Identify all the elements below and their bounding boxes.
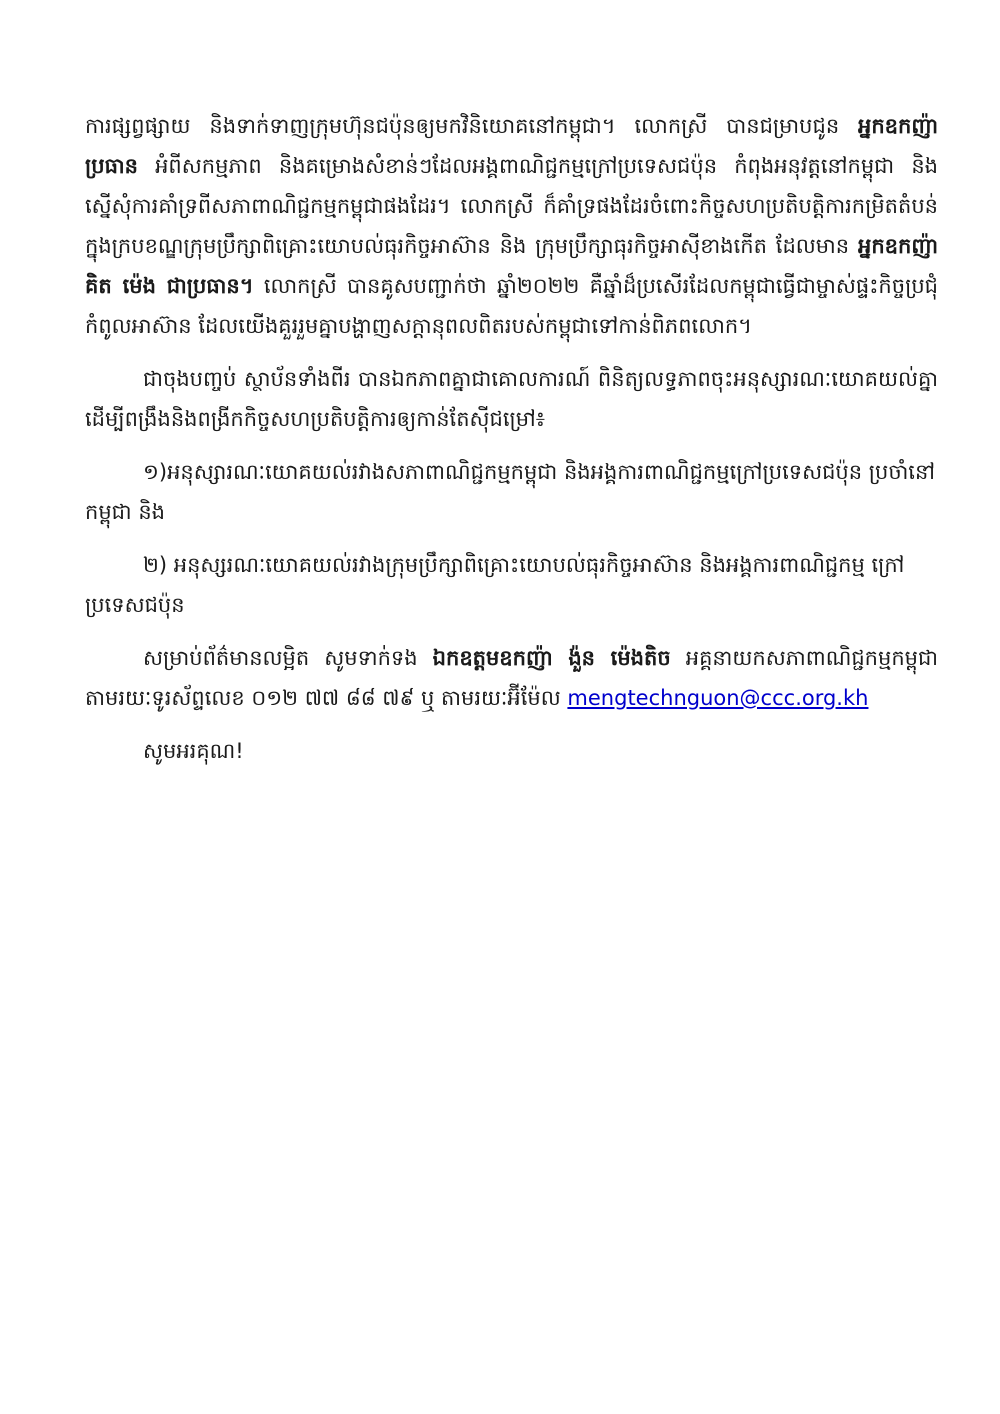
list-item-2	[85, 545, 938, 625]
text-run-bold-kith-meng: អ្នកឧកញ៉ា គិត ម៉េង ជាប្រធាន។	[85, 234, 938, 298]
document-page	[85, 106, 938, 784]
text-run: សូមអរគុណ!	[143, 739, 244, 763]
paragraph-conclusion	[85, 359, 938, 439]
text-run: ២) អនុស្សរណៈយោគយល់រវាងក្រុមប្រឹក្សាពិគ្រោះយោបល់ធុរកិច្ចអាស៊ាន និងអង្គការពាណិជ្ជកម្ម ក្រៅប្រទេសជប៉ុន	[85, 553, 905, 617]
paragraph-activities	[85, 106, 938, 346]
text-run: អគ្គនាយកសភាពាណិជ្ជកម្មកម្ពុជា តាមរយៈទូរស័ព្ទលេខ ០១២ ៧៧ ៨៨ ៧៩ ឬ តាមរយៈអ៊ីម៉ែល	[85, 646, 938, 710]
email-link[interactable]: mengtechnguon@ccc.org.kh	[567, 686, 869, 710]
text-run: សម្រាប់ព័ត៌មានលម្អិត សូមទាក់ទង	[143, 646, 433, 670]
text-run: អំពីសកម្មភាព និងគម្រោងសំខាន់ៗដែលអង្គពាណិជ្ជកម្មក្រៅប្រទេសជប៉ុន កំពុងអនុវត្តនៅកម្ពុជា និងស្នើសុំការគាំទ្រពីសភាពាណិជ្ជកម្មកម្ពុជាផងដែរ។ លោកស្រី ក៏គាំទ្រផងដែរចំពោះកិច្ចសហប្រតិបត្តិការកម្រិតតំបន់ក្នុងក្របខណ្ឌក្រុមប្រឹក្សាពិគ្រោះយោបល់ធុរកិច្ចអាស៊ាន និង ក្រុមប្រឹក្សាធុរកិច្ចអាស៊ីខាងកើត ដែលមាន	[85, 154, 938, 258]
text-run-bold-oknha-president: អ្នកឧកញ៉ាប្រធាន	[85, 114, 938, 178]
text-run: ការផ្សព្វផ្សាយ និងទាក់ទាញក្រុមហ៊ុនជប៉ុនឲ្យមកវិនិយោគនៅកម្ពុជា។ លោកស្រី បានជម្រាបជូន	[85, 114, 859, 138]
text-run: លោកស្រី បានគូសបញ្ជាក់ថា ឆ្នាំ២០២២ គឺឆ្នាំដ៏ប្រសើរដែលកម្ពុជាធ្វើជាម្ចាស់ផ្ទះកិច្ចប្រជុំកំពូលអាស៊ាន ដែលយើងគួររួមគ្នាបង្ហាញសក្តានុពលពិតរបស់កម្ពុជាទៅកាន់ពិភពលោក។	[85, 274, 938, 338]
text-run: ជាចុងបញ្ចប់ ស្ថាប័នទាំងពីរ បានឯកភាពគ្នាជាគោលការណ៍ ពិនិត្យលទ្ធភាពចុះអនុស្សារណៈយោគយល់គ្នា ដើម្បីពង្រឹងនិងពង្រីកកិច្ចសហប្រតិបត្តិការឲ្យកាន់តែស៊ីជម្រៅ៖	[85, 367, 938, 431]
text-run: ១)អនុស្សារណៈយោគយល់រវាងសភាពាណិជ្ជកម្មកម្ពុជា និងអង្គការពាណិជ្ជកម្មក្រៅប្រទេសជប៉ុន ប្រចាំនៅកម្ពុជា និង	[85, 460, 935, 524]
text-run-bold-nguon-mengtech: ឯកឧត្តមឧកញ៉ា ង៉ួន ម៉េងតិច	[432, 646, 671, 670]
paragraph-contact	[85, 638, 938, 718]
paragraph-thanks	[85, 731, 938, 771]
list-item-1	[85, 452, 938, 532]
